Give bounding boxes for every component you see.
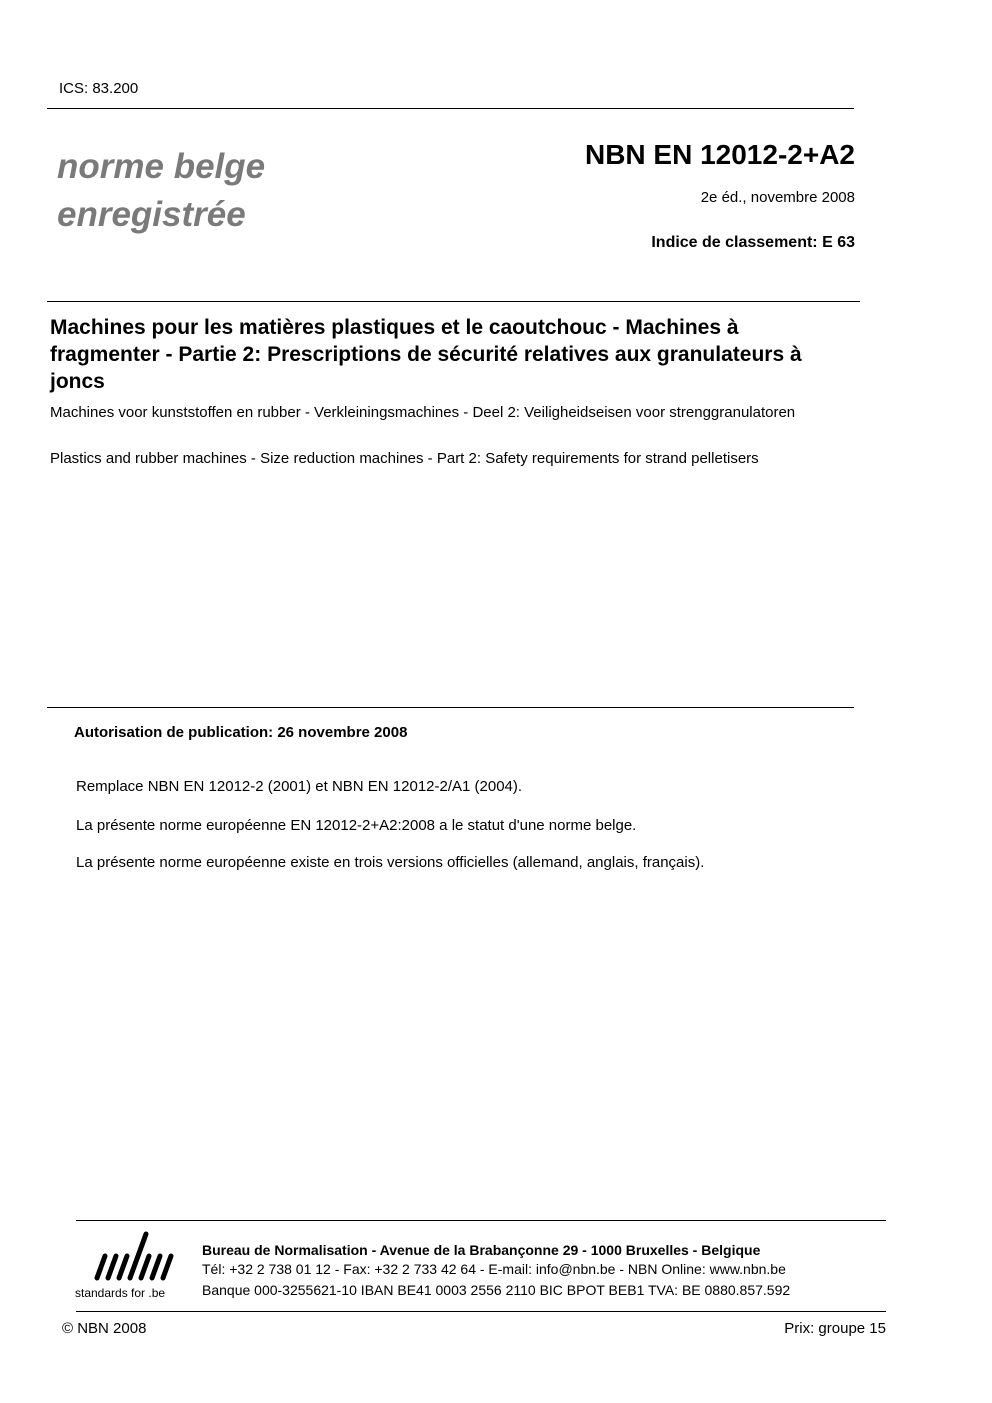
brand-line-2: enregistrée <box>57 195 246 234</box>
body-divider <box>47 707 854 708</box>
ics-code: ICS: 83.200 <box>59 80 139 97</box>
paragraph-status: La présente norme européenne EN 12012-2+A2:2008 a le statut d'une norme belge. <box>76 817 637 834</box>
copyright: © NBN 2008 <box>62 1320 147 1337</box>
classification-index: Indice de classement: E 63 <box>651 234 855 251</box>
footer-address: Bureau de Normalisation - Avenue de la Brabançonne 29 - 1000 Bruxelles - Belgique <box>202 1242 761 1258</box>
footer-bank: Banque 000-3255621-10 IBAN BE41 0003 2556 2110 BIC BPOT BEB1 TVA: BE 0880.857.592 <box>202 1282 791 1298</box>
brand-title <box>57 143 265 239</box>
paragraph-versions: La présente norme européenne existe en trois versions officielles (allemand, anglais, français). <box>76 854 705 871</box>
title-english: Plastics and rubber machines - Size reduction machines - Part 2: Safety requirements for strand pelletisers <box>50 450 759 467</box>
paragraph-replaces: Remplace NBN EN 12012-2 (2001) et NBN EN 12012-2/A1 (2004). <box>76 778 523 795</box>
header-divider <box>47 108 854 109</box>
standard-number: NBN EN 12012-2+A2 <box>584 139 855 170</box>
brand-line-1: norme belge <box>57 147 266 186</box>
title-divider <box>47 301 860 302</box>
price-group: Prix: groupe 15 <box>784 1320 886 1337</box>
title-dutch: Machines voor kunststoffen en rubber - Verkleiningsmachines - Deel 2: Veiligheidseisen voor strenggranulatoren <box>50 404 796 421</box>
footer-divider-top <box>76 1220 886 1221</box>
nbn-logo-mark-icon <box>75 1228 187 1286</box>
footer-contact: Tél: +32 2 738 01 12 - Fax: +32 2 733 42 64 - E-mail: info@nbn.be - NBN Online: www.nbn.be <box>202 1261 786 1277</box>
edition-date: 2e éd., novembre 2008 <box>700 189 855 206</box>
logo-tagline: standards for .be <box>75 1286 166 1300</box>
publication-authorisation: Autorisation de publication: 26 novembre 2008 <box>74 724 408 741</box>
nbn-logo <box>75 1228 187 1306</box>
footer-divider-bottom <box>76 1311 886 1312</box>
title-french: Machines pour les matières plastiques et le caoutchouc - Machines à fragmenter - Partie 2: Prescriptions de sécurité relatives aux granulateurs à joncs <box>50 316 802 393</box>
